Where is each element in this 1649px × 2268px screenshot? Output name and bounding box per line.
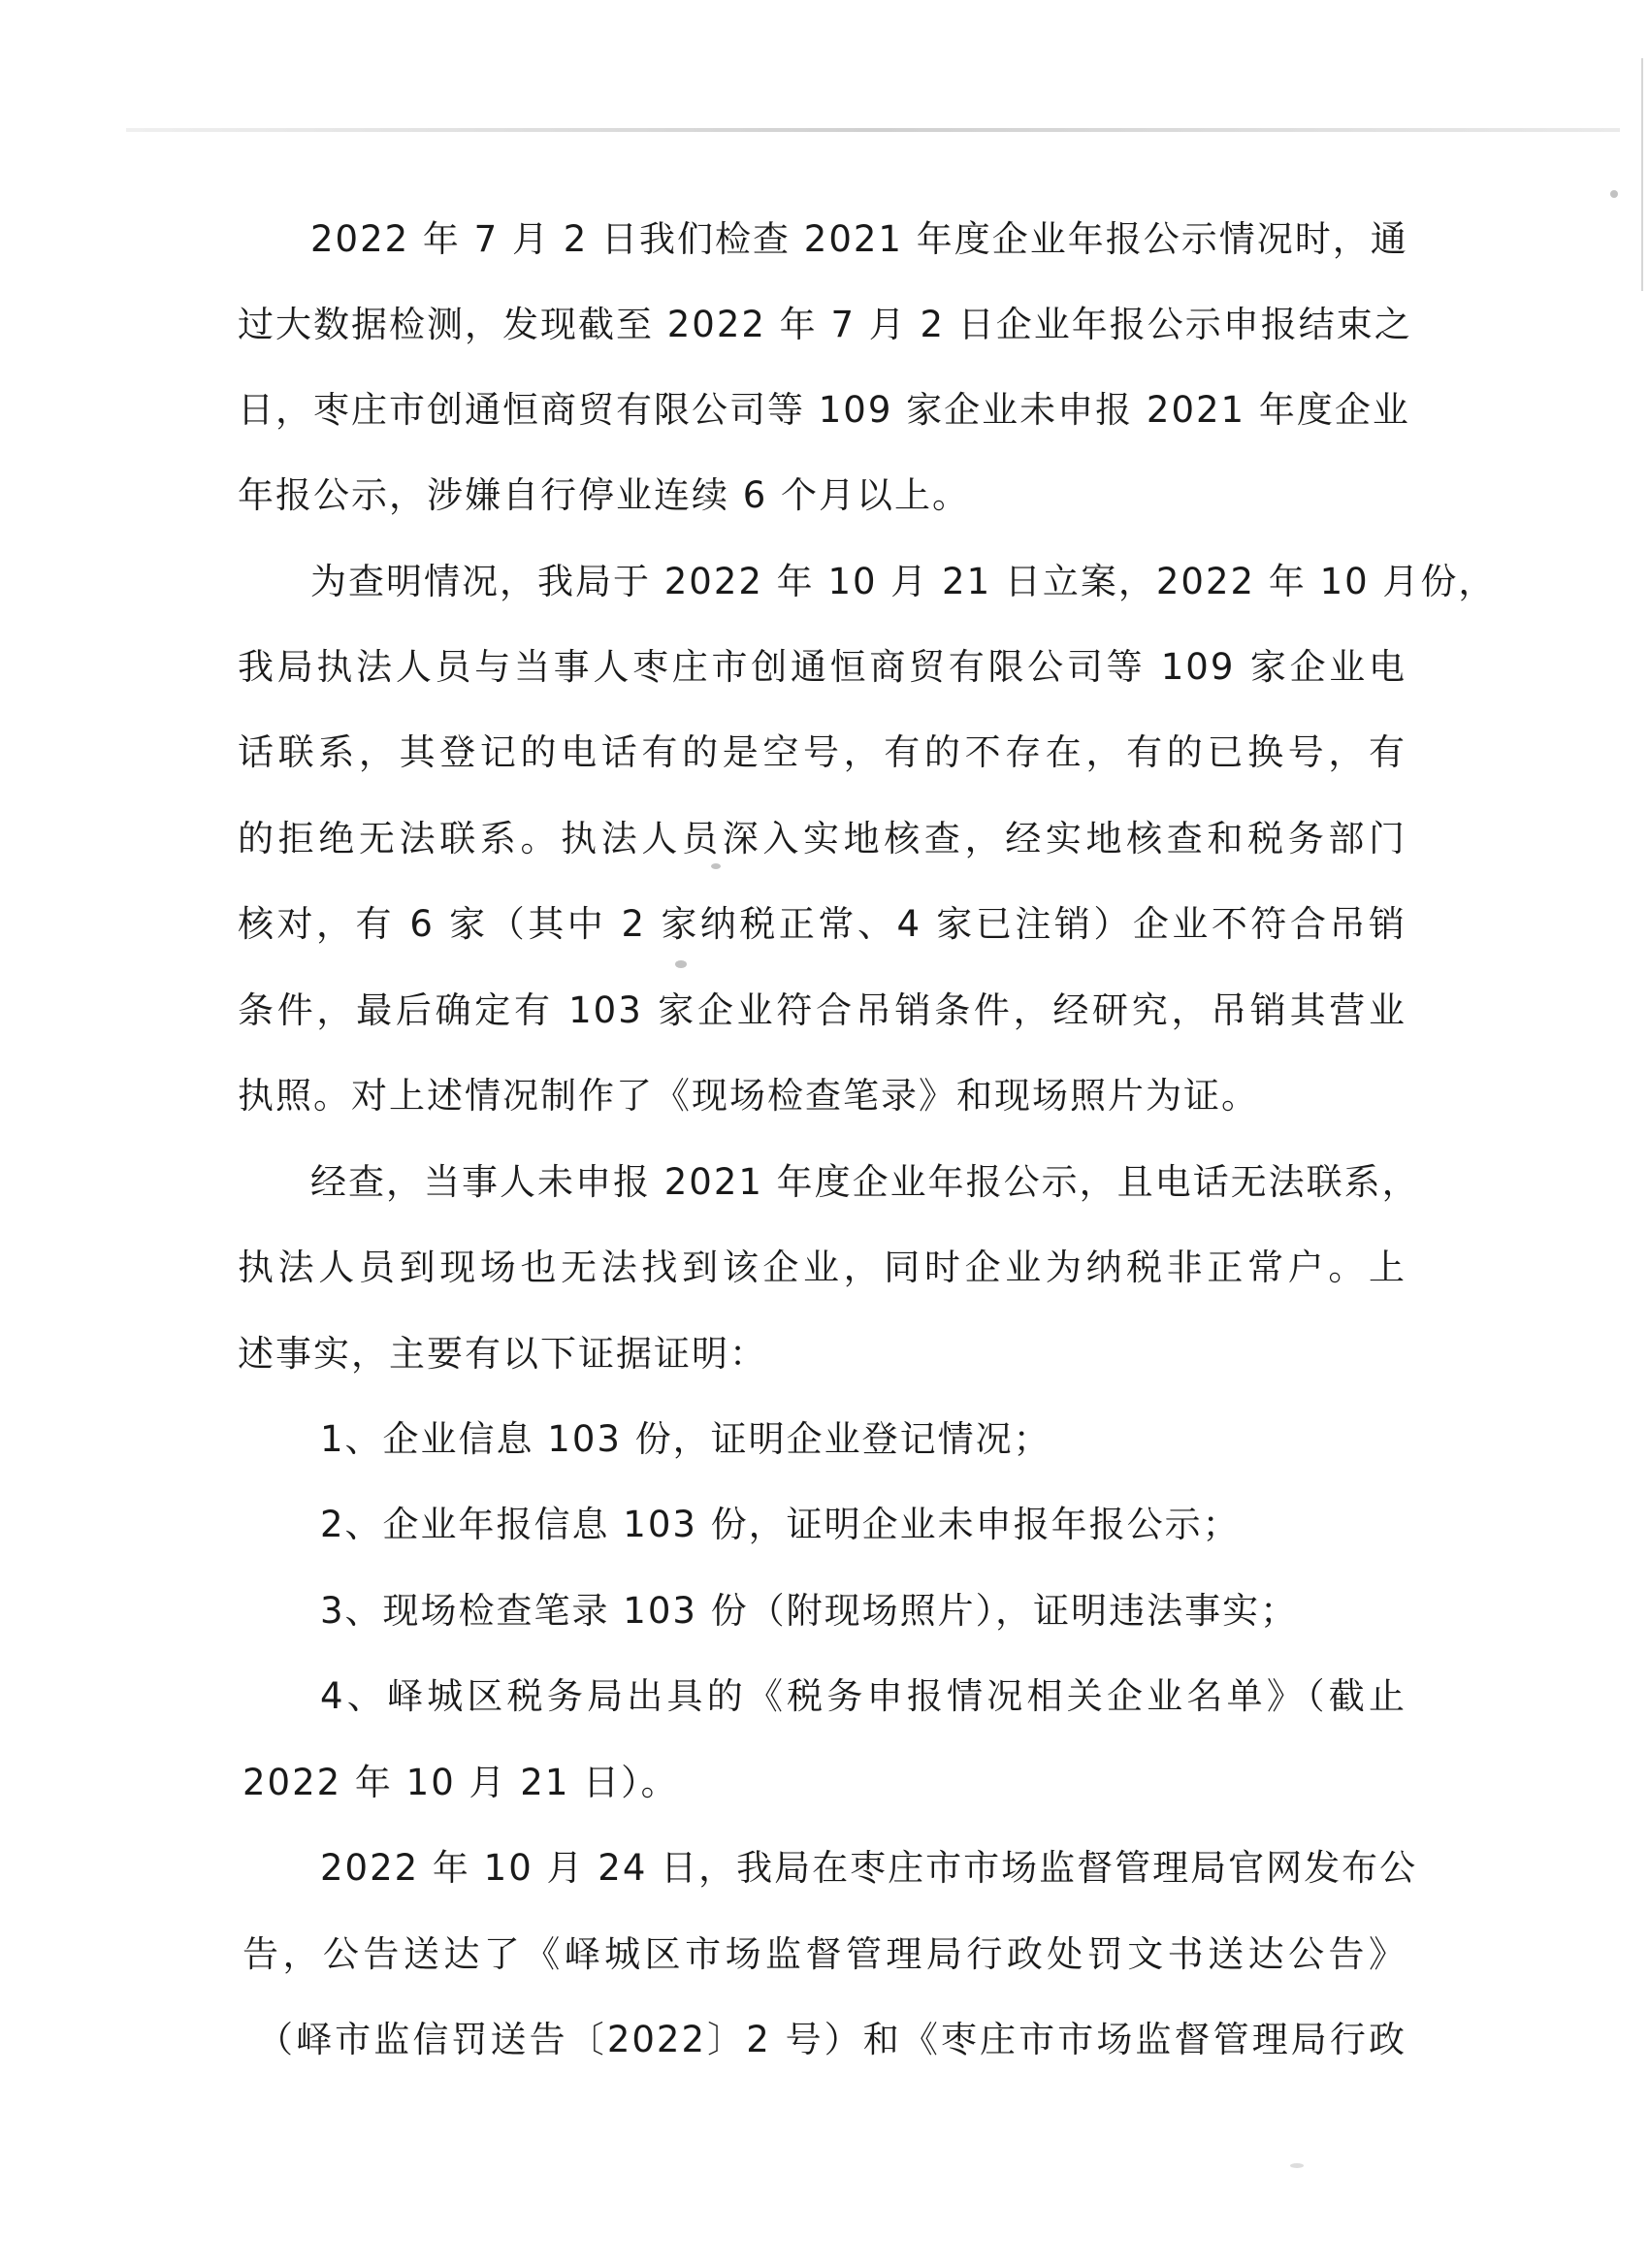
paragraph-2-line-2: 我局执法人员与当事人枣庄市创通恒商贸有限公司等 109 家企业电 bbox=[238, 646, 1406, 688]
evidence-item-3: 3、现场检查笔录 103 份（附现场照片），证明违法事实； bbox=[320, 1590, 1299, 1632]
paragraph-3-line-1: 经查，当事人未申报 2021 年度企业年报公示，且电话无法联系， bbox=[310, 1161, 1420, 1203]
paragraph-2-line-5: 核对，有 6 家（其中 2 家纳税正常、4 家已注销）企业不符合吊销 bbox=[238, 903, 1406, 945]
paragraph-3-line-3: 述事实，主要有以下证据证明： bbox=[238, 1333, 767, 1375]
paragraph-4-line-3: （峄市监信罚送告〔2022〕2 号）和《枣庄市市场监督管理局行政 bbox=[257, 2019, 1406, 2060]
evidence-item-1: 1、企业信息 103 份，证明企业登记情况； bbox=[320, 1418, 1051, 1460]
paragraph-2-line-7: 执照。对上述情况制作了《现场检查笔录》和现场照片为证。 bbox=[238, 1075, 1259, 1117]
paragraph-2-line-3: 话联系，其登记的电话有的是空号，有的不存在，有的已换号，有 bbox=[238, 731, 1406, 773]
evidence-item-2: 2、企业年报信息 103 份，证明企业未申报年报公示； bbox=[320, 1504, 1241, 1545]
evidence-item-4-line-2: 2022 年 10 月 21 日）。 bbox=[242, 1762, 679, 1803]
paragraph-1-line-4: 年报公示，涉嫌自行停业连续 6 个月以上。 bbox=[238, 474, 971, 516]
paragraph-1-line-3: 日，枣庄市创通恒商贸有限公司等 109 家企业未申报 2021 年度企业 bbox=[238, 389, 1410, 431]
paragraph-2-line-4: 的拒绝无法联系。执法人员深入实地核查，经实地核查和税务部门 bbox=[238, 818, 1406, 859]
paragraph-2-line-6: 条件，最后确定有 103 家企业符合吊销条件，经研究，吊销其营业 bbox=[238, 989, 1406, 1031]
paragraph-4-line-2: 告，公告送达了《峄城区市场监督管理局行政处罚文书送达公告》 bbox=[242, 1933, 1406, 1975]
paragraph-3-line-2: 执法人员到现场也无法找到该企业，同时企业为纳税非正常户。上 bbox=[238, 1247, 1406, 1288]
paragraph-2-line-1: 为查明情况，我局于 2022 年 10 月 21 日立案，2022 年 10 月份， bbox=[310, 561, 1497, 602]
paragraph-4-line-1: 2022 年 10 月 24 日，我局在枣庄市市场监督管理局官网发布公 bbox=[320, 1847, 1418, 1889]
paragraph-1-line-1: 2022 年 7 月 2 日我们检查 2021 年度企业年报公示情况时，通 bbox=[310, 218, 1408, 260]
evidence-item-4-line-1: 4、峄城区税务局出具的《税务申报情况相关企业名单》（截止 bbox=[320, 1675, 1406, 1717]
paragraph-1-line-2: 过大数据检测，发现截至 2022 年 7 月 2 日企业年报公示申报结束之 bbox=[238, 304, 1412, 345]
